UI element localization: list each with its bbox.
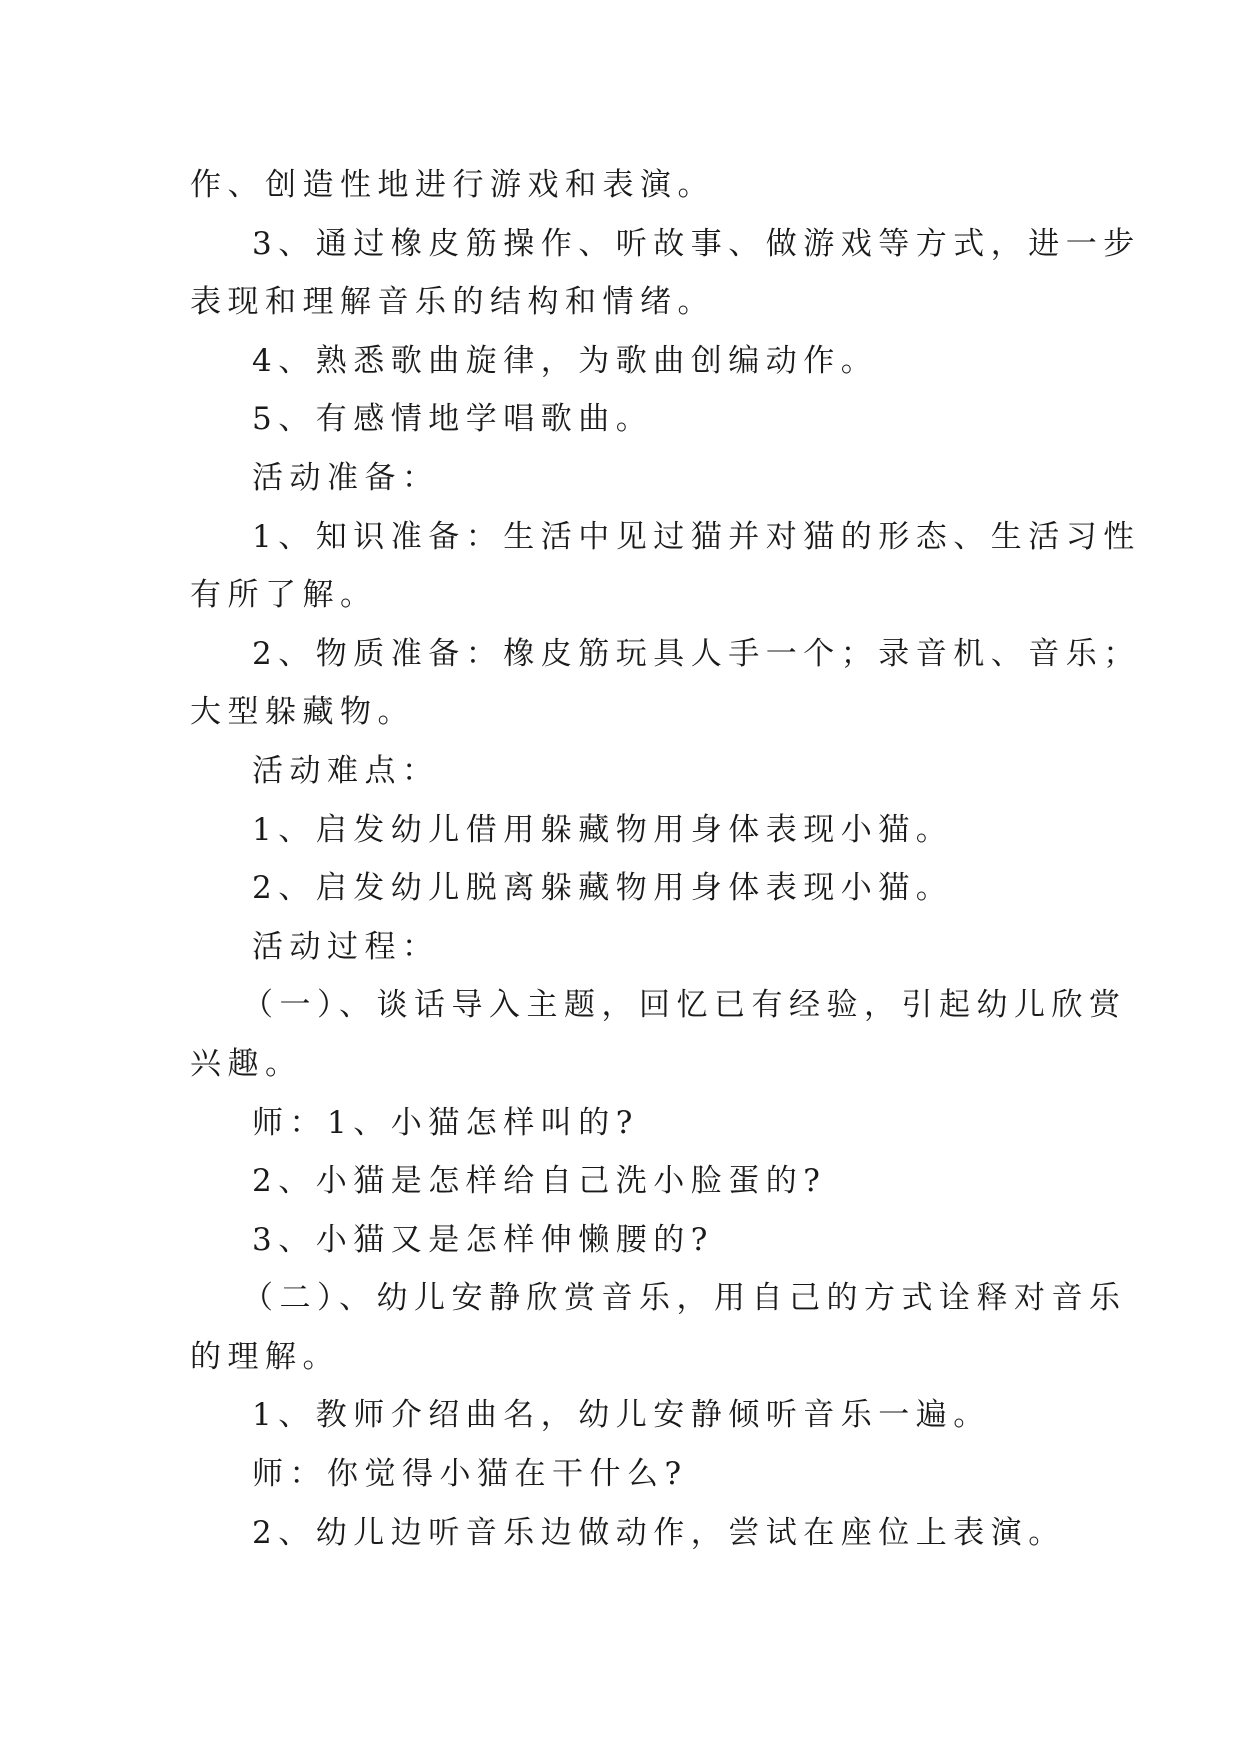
paragraph-line: 作、创造性地进行游戏和表演。 — [190, 167, 715, 203]
section-heading: 活动难点： — [252, 752, 440, 789]
paragraph-line: 师：你觉得小猫在干什么? — [252, 1456, 688, 1493]
paragraph-line: 的理解。 — [190, 1338, 340, 1375]
paragraph-line: （二）、幼儿安静欣赏音乐，用自己的方式诠释对音乐 — [242, 1280, 1127, 1317]
paragraph-line: 有所了解。 — [190, 577, 378, 614]
paragraph-line: 师：1、小猫怎样叫的? — [252, 1104, 639, 1141]
paragraph-line: 大型躲藏物。 — [190, 694, 415, 731]
section-heading: 活动准备： — [252, 459, 440, 496]
paragraph-line: 2、幼儿边听音乐边做动作，尝试在座位上表演。 — [252, 1514, 1066, 1551]
paragraph-line: 1、启发幼儿借用躲藏物用身体表现小猫。 — [252, 811, 954, 848]
paragraph-line: 5、有感情地学唱歌曲。 — [252, 401, 654, 438]
paragraph-line: 2、小猫是怎样给自己洗小脸蛋的? — [252, 1163, 827, 1200]
paragraph-line: 4、熟悉歌曲旋律，为歌曲创编动作。 — [252, 342, 879, 379]
paragraph-line: （一）、谈话导入主题，回忆已有经验，引起幼儿欣赏 — [242, 987, 1127, 1024]
paragraph-line: 1、教师介绍曲名，幼儿安静倾听音乐一遍。 — [252, 1397, 991, 1434]
section-heading: 活动过程： — [252, 928, 440, 965]
paragraph-line: 3、通过橡皮筋操作、听故事、做游戏等方式，进一步 — [252, 225, 1141, 262]
paragraph-line: 2、启发幼儿脱离躲藏物用身体表现小猫。 — [252, 870, 954, 907]
paragraph-line: 2、物质准备：橡皮筋玩具人手一个；录音机、音乐； — [252, 635, 1141, 672]
paragraph-line: 表现和理解音乐的结构和情绪。 — [190, 284, 715, 321]
paragraph-line: 3、小猫又是怎样伸懒腰的? — [252, 1221, 714, 1258]
paragraph-line: 1、知识准备：生活中见过猫并对猫的形态、生活习性 — [252, 518, 1141, 555]
paragraph-line: 兴趣。 — [190, 1045, 303, 1082]
document-body — [190, 156, 1141, 1562]
